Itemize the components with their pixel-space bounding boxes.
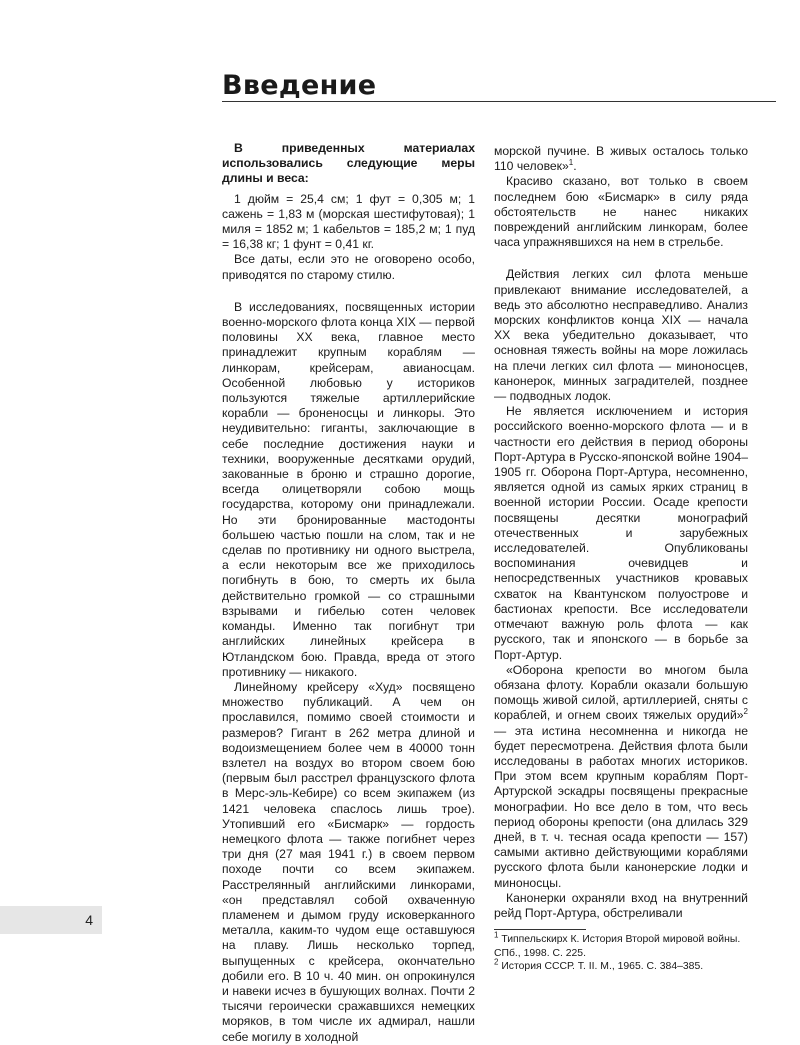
paragraph-continued: морской пучине. В живых осталось только 110 человек»$^1$. — [494, 144, 748, 174]
paragraph: Действия легких сил флота меньше привлекают внимание исследователей, а ведь это абсолютно несправедливо. Анализ морских конфликтов конца XIX — начала XX века убедительно доказывает, что основная тяжесть войны на море ложилась на плечи легких сил флота — миноносцев, канонерок, минных заградителей, позднее — подводных лодок. — [494, 267, 748, 404]
footnote-1: $^1$ Типпельскирх К. История Второй мировой войны. СПб., 1998. С. 225. — [494, 930, 741, 959]
paragraph: «Оборона крепости во многом была обязана флоту. Корабли оказали большую помощь живой силой, артиллерией, сняты с кораблей, и огнем своих тяжелых орудий»$^2$ — эта истина несомненна и никогда не будет пересмотрена. Действия флота были исследованы в работах многих историков. При этом всем крупным кораблям Порт-Артурской эскадры посвящены прекрасные монографии. Но все дело в том, что весь период обороны крепости (она длилась 329 дней, в т. ч. тесная осада крепости — 157) самыми активно действующими кораблями русского флота были канонерские лодки и миноносцы. — [494, 662, 748, 890]
footnote-ref: 2 — [743, 707, 748, 717]
footnotes — [494, 930, 748, 973]
paragraph: Канонерки охраняли вход на внутренний рейд Порт-Артура, обстреливали — [494, 890, 748, 920]
right-column — [494, 144, 748, 973]
page-number: 4 — [85, 912, 93, 928]
page-number-tab — [0, 906, 102, 934]
paragraph: Линейному крейсеру «Худ» посвящено множество публикаций. А чем он прославился, помимо своей стоимости и размеров? Гигант в 262 метра длиной и водоизмещением более чем в 40000 тонн взлетел на воздух во втором своем бою (первым был расстрел французского флота в Мерс-эль-Кебире) со всем экипажем (из 1421 человека спаслось лишь трое). Утопивший его «Бисмарк» — гордость немецкого флота — также погибнет через три дня (27 мая 1941 г.) в своем первом походе почти со всем экипажем. Расстрелянный английскими линкорами, «он представлял собой охваченную пламенем и дымом груду исковерканного металла, каким-то чудом еще оставшуюся на плаву. Лишь несколько торпед, выпущенных с крейсера, окончательно добили его. В 10 ч. 40 мин. он опрокинулся и навеки исчез в бушующих волнах. Почти 2 тысячи героически сражавшихся немецких моряков, в том числе их адмирал, нашли себе могилу в холодной — [222, 679, 475, 1044]
title-underline — [222, 101, 776, 102]
footnote-2: $^2$ История СССР. Т. II. М., 1965. С. 384–385. — [494, 957, 704, 972]
paragraph: Не является исключением и история российского военно-морского флота — и в частности его действия в период обороны Порт-Артура в Русско-японской войне 1904–1905 гг. Оборона Порт-Артура, несомненно, является одной из самых ярких страниц в военной истории России. Осаде крепости посвящены десятки монографий отечественных и зарубежных исследователей. Опубликованы воспоминания очевидцев и непосредственных участников кровавых схваток на Квантунском полуострове и бастионах крепости. Все исследователи отмечают важную роль флота — как русского, так и японского — в борьбе за Порт-Артур. — [494, 404, 748, 662]
measures-heading: В приведенных материалах использовались следующие меры длины и веса: — [222, 141, 475, 186]
paragraph: Красиво сказано, вот только в своем последнем бою «Бисмарк» в силу ряда обстоятельств не нанес никаких повреждений английским линкорам, более часа упражнявшихся на нем в стрельбе. — [494, 174, 748, 250]
footnote-separator — [494, 929, 586, 930]
dates-note: Все даты, если это не оговорено особо, приводятся по старому стилю. — [222, 252, 475, 282]
measures-text: 1 дюйм = 25,4 см; 1 фут = 0,305 м; 1 сажень = 1,83 м (морская шестифутовая); 1 миля = 1852 м; 1 кабельтов = 185,2 м; 1 пуд = 16,38 кг; 1 фунт = 0,41 кг. — [222, 191, 475, 252]
page-title: Введение — [222, 70, 377, 101]
left-column — [222, 141, 475, 1045]
footnote-ref: 1 — [568, 158, 574, 168]
paragraph: В исследованиях, посвященных истории военно-морского флота конца XIX — первой половины XX века, главное место принадлежит крупным кораблям — линкорам, крейсерам, авианосцам. Особенной любовью у историков пользуются тяжелые артиллерийские корабли — броненосцы и линкоры. Это неудивительно: гиганты, заключающие в себе последние достижения науки и техники, вооруженные десятками орудий, закованные в броню и страшно дорогие, всегда олицетворяли собою мощь государства, которому они принадлежали. Но эти бронированные мастодонты большею частью пошли на слом, так и не сделав по противнику ни одного выстрела, а если некоторым все же приходилось погибнуть в бою, то смерть их была действительно громкой — со страшными взрывами и гибелью сотен человек команды. Именно так погибнут три английских линейных крейсера в Ютландском бою. Правда, вреда от этого противнику — никакого. — [222, 299, 475, 679]
